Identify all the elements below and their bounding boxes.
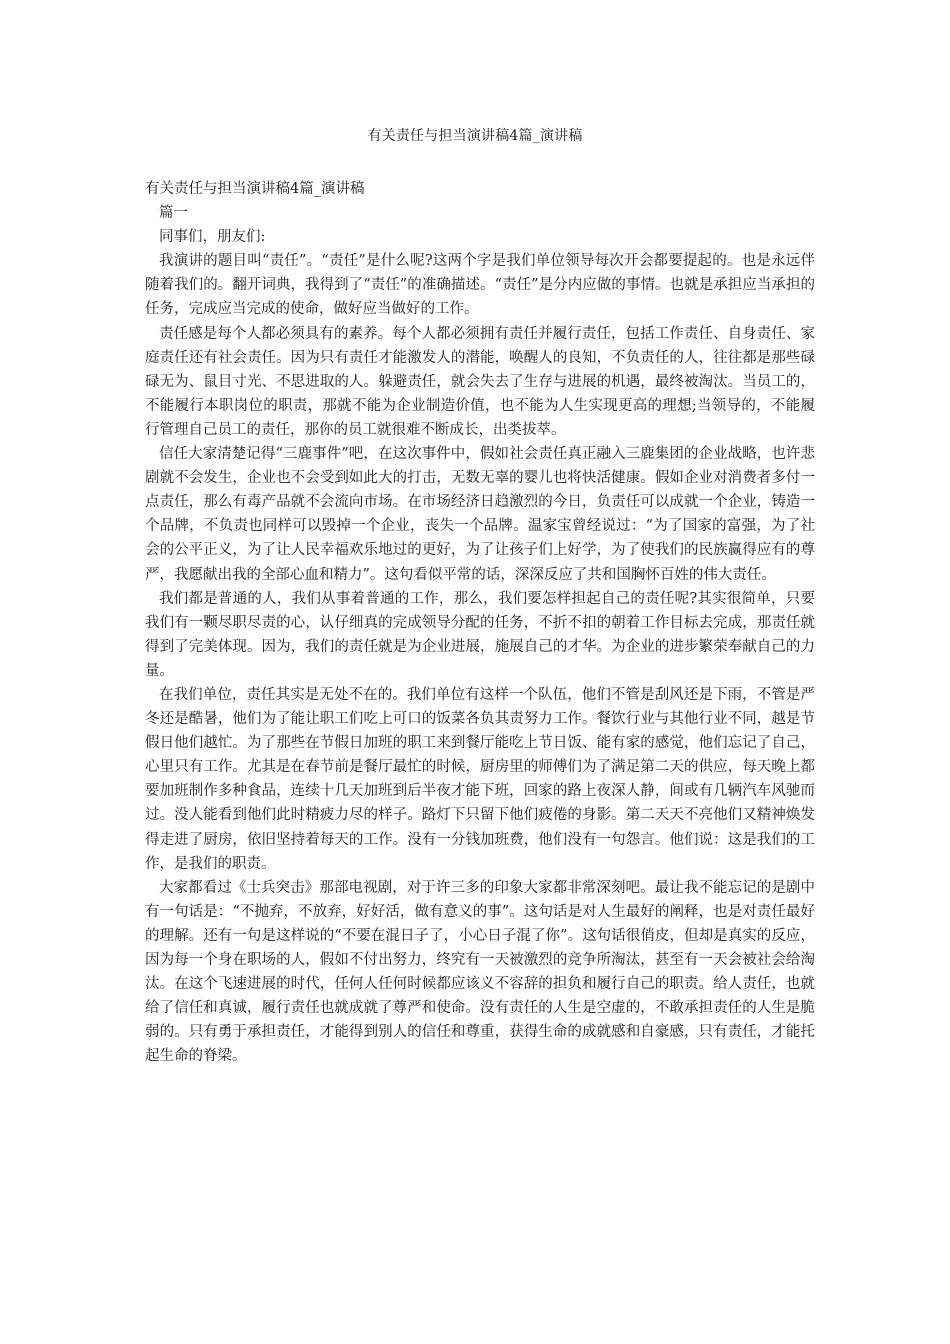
paragraph: 信任大家清楚记得“三鹿事件”吧，在这次事件中，假如社会责任真正融入三鹿集团的企业战略，也许悲剧就不会发生，企业也不会受到如此大的打击，无数无辜的婴儿也将快活健康。假如企业对消费者多付一点责任，那么有毒产品就不会流向市场。在市场经济日趋激烈的今日，负责任可以成就一个企业，铸造一个品牌，不负责也同样可以毁掉一个企业，丧失一个品牌。温家宝曾经说过：“为了国家的富强，为了社会的公平正义，为了让人民幸福欢乐地过的更好，为了让孩子们上好学，为了使我们的民族赢得应有的尊严，我愿献出我的全部心血和精力”。这句看似平常的话，深深反应了共和国胸怀百姓的伟大责任。 bbox=[145, 446, 815, 583]
paragraph: 责任感是每个人都必须具有的素养。每个人都必须拥有责任并履行责任，包括工作责任、自身责任、家庭责任还有社会责任。因为只有责任才能激发人的潜能，唤醒人的良知，不负责任的人，往往都是那些碌碌无为、鼠目寸光、不思进取的人。躲避责任，就会失去了生存与进展的机遇，最终被淘汰。当员工的，不能履行本职岗位的职责，那就不能为企业制造价值，也不能为人生实现更高的理想;当领导的，不能履行管理自己员工的责任，那你的员工就很难不断成长，出类拔萃。 bbox=[145, 325, 815, 438]
document-body bbox=[145, 177, 815, 1068]
body-heading: 有关责任与担当演讲稿4篇_演讲稿 bbox=[145, 181, 365, 197]
paragraph: 我演讲的题目叫“责任”。“责任”是什么呢?这两个字是我们单位领导每次开会都要提起的。也是永远伴随着我们的。翻开词典，我得到了“责任”的准确描述。“责任”是分内应做的事情。也就是承担应当承担的任务，完成应当完成的使命，做好应当做好的工作。 bbox=[145, 253, 815, 318]
paragraph: 大家都看过《士兵突击》那部电视剧，对于许三多的印象大家都非常深刻吧。最让我不能忘记的是剧中有一句话是：“不抛弃，不放弃，好好活，做有意义的事”。这句话是对人生最好的阐释，也是对责任最好的理解。还有一句是这样说的“不要在混日子了，小心日子混了你”。这句话很俏皮，但却是真实的反应，因为每一个身在职场的人，假如不付出努力，终究有一天被激烈的竞争所淘汰，甚至有一天会被社会给淘汰。在这个飞速进展的时代，任何人任何时候都应该义不容辞的担负和履行自己的职责。给人责任，也就给了信任和真诚，履行责任也就成就了尊严和使命。没有责任的人生是空虚的，不敢承担责任的人生是脆弱的。只有勇于承担责任，才能得到别人的信任和尊重，获得生命的成就感和自豪感，只有责任，才能托起生命的脊梁。 bbox=[145, 879, 815, 1065]
paragraph: 在我们单位，责任其实是无处不在的。我们单位有这样一个队伍，他们不管是刮风还是下雨，不管是严冬还是酷暑，他们为了能让职工们吃上可口的饭菜各负其责努力工作。餐饮行业与其他行业不同，越是节假日他们越忙。为了那些在节假日加班的职工来到餐厅能吃上节日饭、能有家的感觉，他们忘记了自己，心里只有工作。尤其是在春节前是餐厅最忙的时候，厨房里的师傅们为了满足第二天的供应，每天晚上都要加班制作多种食品，连续十几天加班到后半夜才能下班，回家的路上夜深人静，间或有几辆汽车风驰而过。没人能看到他们此时精疲力尽的样子。路灯下只留下他们疲倦的身影。第二天天不亮他们又精神焕发得走进了厨房，依旧坚持着每天的工作。没有一分钱加班费，他们没有一句怨言。他们说：这是我们的工作，是我们的职责。 bbox=[145, 686, 815, 872]
section-label: 篇一 bbox=[159, 205, 188, 222]
salutation: 同事们，朋友们: bbox=[159, 229, 266, 246]
document-title: 有关责任与担当演讲稿4篇_演讲稿 bbox=[367, 128, 583, 144]
paragraph: 我们都是普通的人，我们从事着普通的工作，那么，我们要怎样担起自己的责任呢?其实很简单，只要我们有一颗尽职尽责的心，认仔细真的完成领导分配的任务，不折不扣的朝着工作目标去完成，那责任就得到了完美体现。因为，我们的责任就是为企业进展，施展自己的才华。为企业的进步繁荣奉献自己的力量。 bbox=[145, 590, 815, 679]
